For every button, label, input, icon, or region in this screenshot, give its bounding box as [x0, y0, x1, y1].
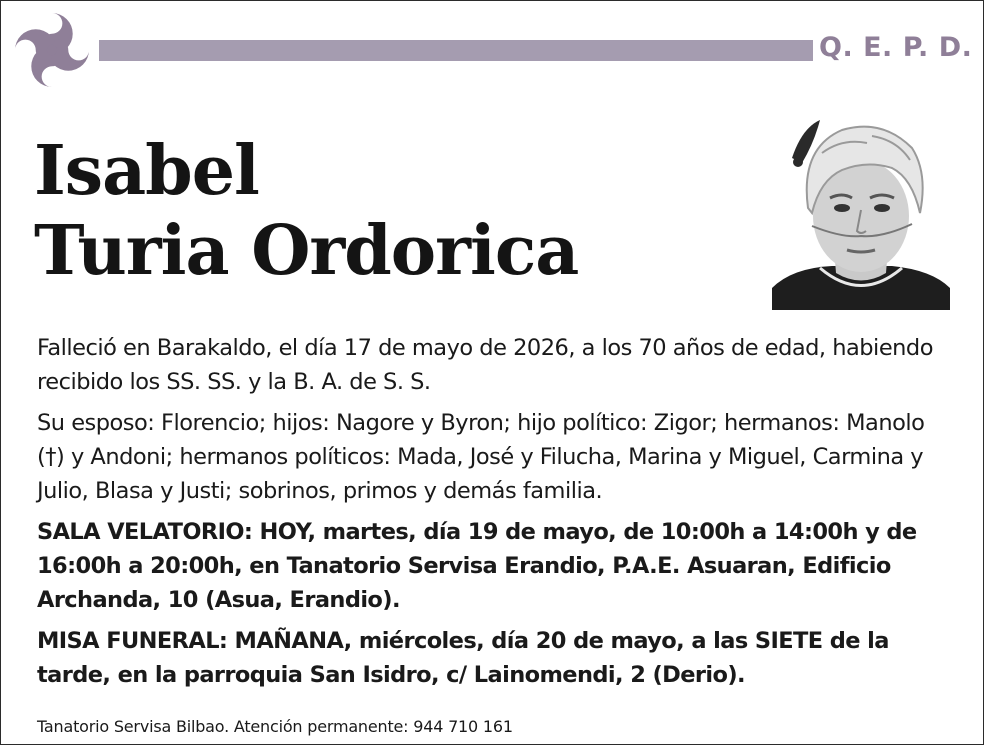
portrait-photo: [772, 98, 950, 310]
lauburu-icon: [15, 13, 89, 87]
funeral-paragraph: MISA FUNERAL: MAÑANA, miércoles, día 20 de mayo, a las SIETE de la tarde, en la parroquia San Isidro, c/ Lainomendi, 2 (Derio).: [37, 628, 889, 688]
notice-body: [37, 331, 957, 699]
death-notice-paragraph: Falleció en Barakaldo, el día 17 de mayo de 2026, a los 70 años de edad, habiendo recibido los SS. SS. y la B. A. de S. S.: [37, 335, 933, 395]
footer-contact: Tanatorio Servisa Bilbao. Atención permanente: 944 710 161: [37, 717, 513, 736]
header-bar: [99, 40, 813, 61]
qepd-label: Q. E. P. D.: [819, 32, 973, 63]
family-paragraph: Su esposo: Florencio; hijos: Nagore y Byron; hijo político: Zigor; hermanos: Manolo (†) y Andoni; hermanos políticos: Mada, José y Filucha, Marina y Miguel, Carmina y Julio, Blasa y Justi; sobrinos, primos y demás familia.: [37, 410, 925, 504]
deceased-name: [34, 131, 578, 291]
wake-paragraph: SALA VELATORIO: HOY, martes, día 19 de mayo, de 10:00h a 14:00h y de 16:00h a 20:00h, en Tanatorio Servisa Erandio, P.A.E. Asuaran, Edificio Archanda, 10 (Asua, Erandio).: [37, 519, 917, 613]
surnames: Turia Ordorica: [34, 211, 579, 291]
first-name: Isabel: [34, 131, 259, 211]
